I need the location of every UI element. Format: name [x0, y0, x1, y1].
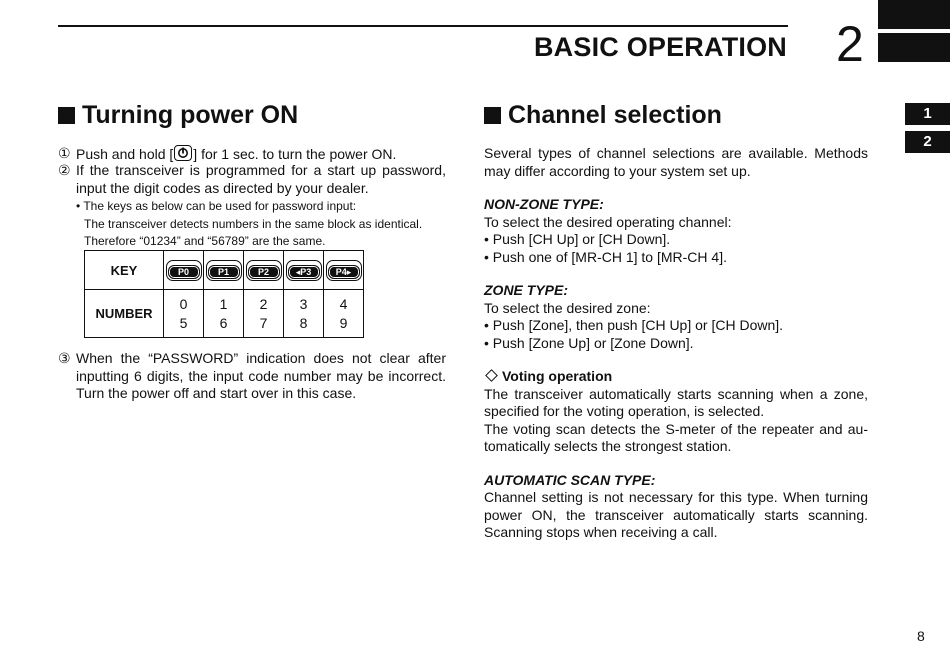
key-label: P2	[248, 265, 280, 279]
chapter-title: BASIC OPERATION	[533, 32, 787, 62]
key-cell-p1	[204, 251, 244, 290]
key-header: KEY	[85, 251, 164, 290]
list-item: • Push [Zone], then push [CH Up] or [CH Down].	[484, 317, 784, 333]
number-cell	[284, 290, 324, 338]
p3-key-icon	[286, 260, 322, 281]
key-cell-p2	[244, 251, 284, 290]
header-rule	[58, 25, 788, 27]
non-zone-title: NON-ZONE TYPE:	[484, 196, 604, 212]
side-tab-2[interactable]: 2	[905, 131, 950, 153]
square-bullet-icon	[484, 107, 501, 124]
power-key-icon	[174, 145, 192, 161]
zone-title: ZONE TYPE:	[484, 282, 569, 298]
p1-key-icon	[206, 260, 242, 281]
note-line-3: Therefore “01234” and “56789” are the same.	[84, 234, 326, 248]
number-bottom: 9	[339, 314, 348, 331]
section-heading-text: Channel selection	[508, 101, 722, 129]
number-top: 4	[339, 295, 348, 312]
step-2-text: If the transceiver is programmed for a start up password, input the digit codes as directed by your dealer.	[76, 162, 446, 196]
password-note	[76, 198, 448, 251]
p0-key-icon	[166, 260, 202, 281]
page-number: 8	[917, 628, 925, 644]
step-3-text: When the “PASSWORD” indication does not clear after inputting 6 digits, the input code number may be incorrect. Turn the power off and start over in this case.	[76, 350, 446, 401]
password-key-table	[84, 250, 364, 338]
square-bullet-icon	[58, 107, 75, 124]
number-cell	[244, 290, 284, 338]
note-line-2: The transceiver detects numbers in the same block as identical.	[84, 216, 423, 231]
step-2	[58, 162, 446, 197]
number-top: 2	[259, 295, 268, 312]
voting-title: Voting operation	[502, 368, 613, 384]
voting-paragraph-2: The voting scan detects the S-meter of the repeater and au-tomatically selects the strongest station.	[484, 420, 868, 454]
list-item: • Push [CH Up] or [CH Down].	[484, 231, 671, 247]
step-3	[58, 350, 446, 403]
key-cell-p0	[164, 251, 204, 290]
number-header: NUMBER	[85, 290, 164, 338]
number-top: 3	[299, 295, 308, 312]
number-cell	[204, 290, 244, 338]
table-row-keys	[85, 251, 364, 290]
diamond-icon	[485, 369, 498, 382]
header-tab-bar-bottom	[878, 33, 950, 62]
number-bottom: 8	[299, 314, 308, 331]
auto-scan-title: AUTOMATIC SCAN TYPE:	[484, 471, 656, 488]
number-bottom: 6	[219, 314, 228, 331]
zone-desc: To select the desired zone:	[484, 299, 651, 316]
non-zone-desc: To select the desired operating channel:	[484, 213, 732, 230]
number-bottom: 7	[259, 314, 268, 331]
step-marker: ②	[58, 162, 71, 178]
channel-selection-body	[484, 145, 868, 542]
chapter-number: 2	[836, 16, 864, 72]
section-heading-channel-selection	[484, 101, 722, 130]
key-label: P4▸	[328, 265, 360, 279]
auto-scan-paragraph: Channel setting is not necessary for this type. When turning power ON, the transceiver automatically starts scanning. Scanning stops when receiving a call.	[484, 489, 868, 540]
table-row-numbers	[85, 290, 364, 338]
step-1	[58, 145, 446, 164]
p4-key-icon	[326, 260, 362, 281]
voting-paragraph-1: The transceiver automatically starts scanning when a zone, specified for the voting operation, is selected.	[484, 385, 868, 419]
number-cell	[324, 290, 364, 338]
number-top: 1	[219, 295, 228, 312]
voting-heading	[484, 368, 868, 386]
list-item: • Push one of [MR-CH 1] to [MR-CH 4].	[484, 248, 727, 265]
step-1-text-before: Push and hold [	[76, 146, 174, 162]
side-tab-1[interactable]: 1	[905, 103, 950, 125]
list-item: • Push [Zone Up] or [Zone Down].	[484, 334, 694, 351]
step-1-text	[76, 145, 396, 164]
number-bottom: 5	[179, 314, 188, 331]
section-heading-power-on	[58, 101, 298, 130]
header-tab-bar-top	[878, 0, 950, 29]
p2-key-icon	[246, 260, 282, 281]
key-label: ◂P3	[288, 265, 320, 279]
key-cell-p3	[284, 251, 324, 290]
section-heading-text: Turning power ON	[82, 101, 299, 129]
intro-paragraph: Several types of channel selections are available. Methods may differ according to your system set up.	[484, 145, 868, 179]
number-cell	[164, 290, 204, 338]
step-1-text-after: ] for 1 sec. to turn the power ON.	[193, 146, 397, 162]
key-label: P1	[208, 265, 240, 279]
step-marker: ①	[58, 145, 71, 161]
step-marker: ③	[58, 350, 71, 366]
number-top: 0	[179, 295, 188, 312]
note-line-1: • The keys as below can be used for password input:	[76, 199, 357, 213]
key-cell-p4	[324, 251, 364, 290]
key-label: P0	[168, 265, 200, 279]
